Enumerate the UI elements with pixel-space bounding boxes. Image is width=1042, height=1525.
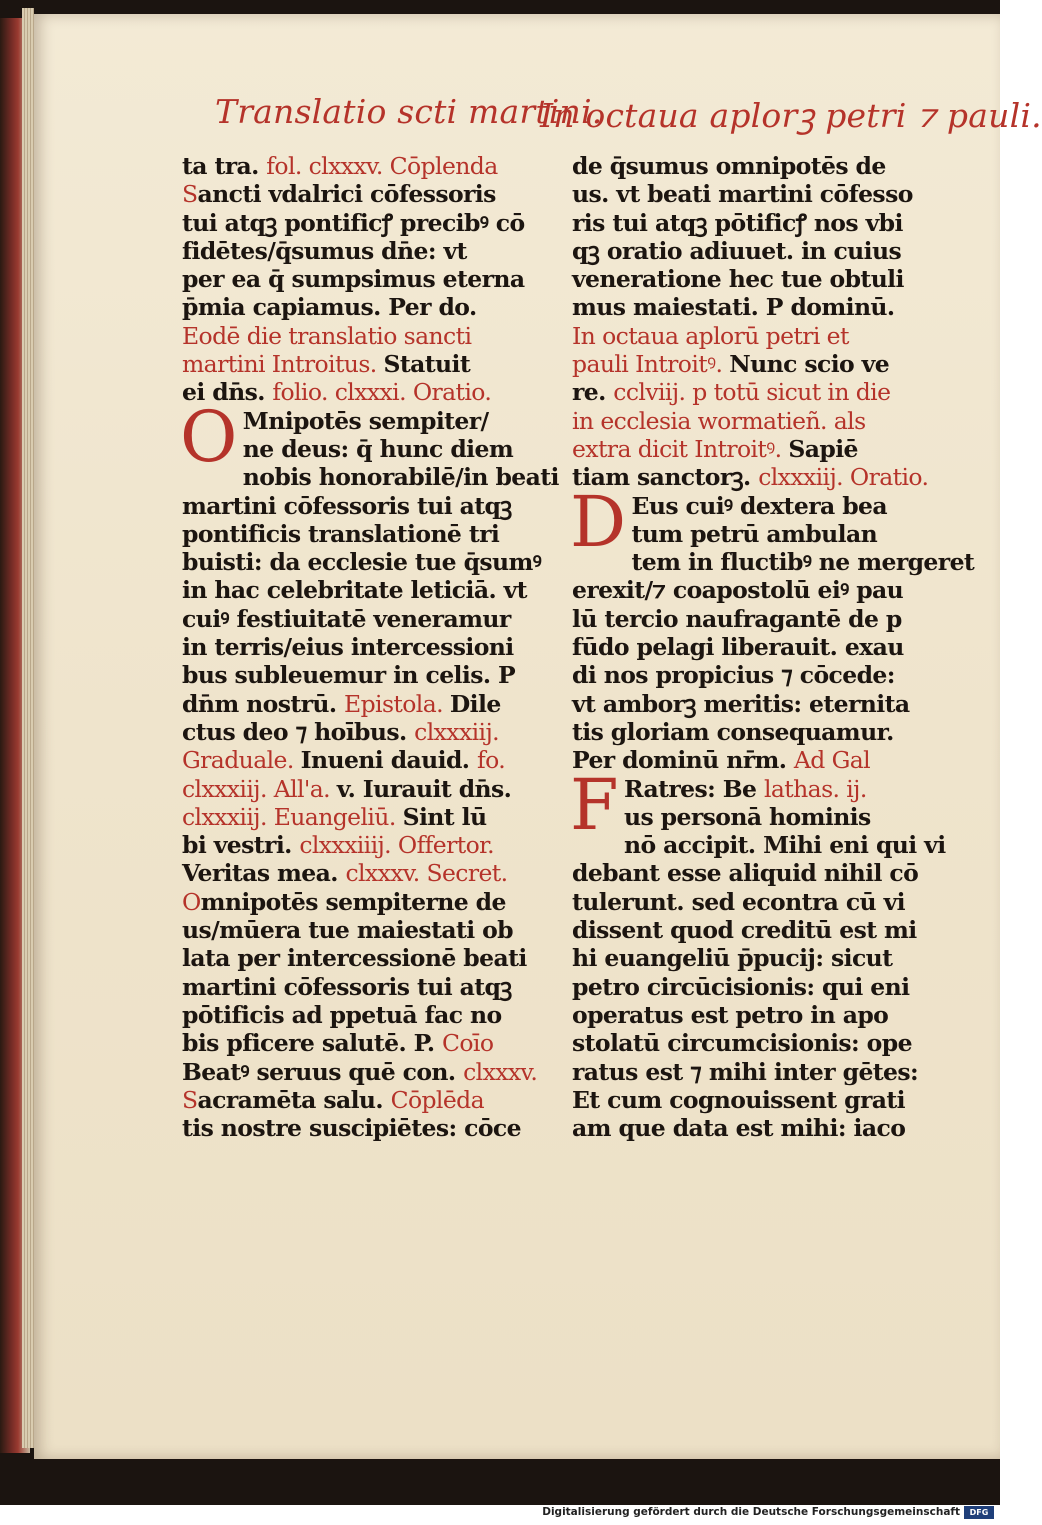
text-line bbox=[182, 690, 527, 718]
body-text: cuiꝰ festiuitatē veneramur bbox=[182, 604, 511, 633]
text-line bbox=[182, 293, 527, 321]
body-text: lata per intercessionē beati bbox=[182, 944, 527, 973]
rubric-text: clxxxv. Secret. bbox=[345, 859, 508, 888]
body-text: dn̄m nostrū. bbox=[182, 689, 345, 718]
body-text: in terris/eius intercessioni bbox=[182, 633, 514, 662]
text-line bbox=[182, 548, 542, 577]
text-line bbox=[572, 746, 917, 774]
text-line bbox=[572, 463, 929, 492]
body-text: per ea q̄ sumpsimus eterna bbox=[182, 265, 525, 294]
text-line bbox=[572, 944, 917, 972]
text-line bbox=[572, 1058, 917, 1086]
body-text: vt amborꝫ meritis: eternita bbox=[572, 689, 910, 718]
text-line bbox=[182, 916, 527, 944]
text-line bbox=[572, 661, 917, 689]
body-text: de q̄sumus omnipotēs de bbox=[572, 152, 886, 180]
text-line bbox=[572, 322, 917, 350]
rubric-text: clxxxiij. Euangeliū. bbox=[182, 802, 403, 831]
text-line bbox=[572, 803, 917, 831]
body-text: Eus cuiꝰ dextera bea bbox=[631, 491, 888, 520]
body-text: fidētes/q̄sumus dn̄e: vt bbox=[182, 236, 467, 265]
text-line bbox=[182, 576, 527, 604]
body-text: acramēta salu. bbox=[197, 1085, 391, 1114]
body-text: bus subleuemur in celis. P bbox=[182, 661, 516, 690]
body-text: pontificis translationē tri bbox=[182, 519, 500, 548]
body-text: dissent quod creditū est mi bbox=[572, 916, 917, 945]
text-line bbox=[572, 350, 917, 378]
text-line bbox=[572, 605, 917, 633]
body-text: Et cum cognouissent grati bbox=[572, 1085, 905, 1114]
body-text: Mnipotēs sempiter/ bbox=[242, 406, 489, 435]
drop-capital: O bbox=[180, 395, 237, 478]
text-line bbox=[182, 237, 527, 265]
text-line bbox=[572, 1029, 917, 1057]
body-text: Sapiē bbox=[788, 434, 858, 463]
body-text: nō accipit. Mihi eni qui vi bbox=[623, 831, 946, 860]
rubric-text: martini Introitus. bbox=[182, 350, 384, 379]
body-text: petro circūcisionis: qui eni bbox=[572, 972, 910, 1001]
body-text: erexit/⁊ coapostolū eiꝰ pau bbox=[572, 576, 904, 605]
text-line bbox=[182, 973, 527, 1001]
rubric-text: cclviij. p totū sicut in die bbox=[613, 378, 891, 407]
body-text: pōtificis ad ppetuā fac no bbox=[182, 1000, 502, 1029]
rubric-text: in ecclesia wormatieñ. als bbox=[572, 406, 866, 435]
text-line bbox=[572, 209, 917, 237]
rubric-text: S bbox=[182, 1085, 198, 1114]
rubric-text: clxxxv. bbox=[463, 1057, 538, 1086]
running-header-left: Translatio scti martini. bbox=[215, 92, 603, 131]
body-text: bis pficere salutē. P. bbox=[182, 1029, 442, 1058]
text-line bbox=[182, 378, 527, 406]
body-text: Beatꝰ seruus quē con. bbox=[182, 1057, 464, 1086]
body-text: Dile bbox=[449, 689, 501, 718]
body-text: tis nostre suscipiētes: cōce bbox=[182, 1114, 521, 1143]
body-text: v. Iurauit dn̄s. bbox=[336, 774, 512, 803]
text-line bbox=[182, 775, 527, 803]
rubric-text: lathas. ij. bbox=[763, 774, 867, 803]
body-text: martini cōfessoris tui atqꝫ bbox=[182, 972, 512, 1001]
body-text: us. vt beati martini cōfesso bbox=[572, 180, 913, 209]
body-text: Statuit bbox=[383, 350, 471, 379]
text-line bbox=[572, 152, 917, 180]
body-text: tis gloriam consequamur. bbox=[572, 717, 894, 746]
dfg-logo: DFG bbox=[964, 1506, 994, 1519]
rubric-text: Eodē die translatio sancti bbox=[182, 321, 472, 350]
rubric-text: O bbox=[182, 887, 201, 916]
text-line bbox=[572, 237, 917, 265]
rubric-text: clxxxiij. bbox=[182, 774, 274, 803]
rubric-text: S bbox=[182, 180, 198, 209]
text-line bbox=[182, 1057, 538, 1086]
text-line bbox=[182, 1029, 527, 1057]
rubric-text: clxxxiij. bbox=[414, 717, 499, 746]
text-line bbox=[182, 746, 527, 774]
text-line bbox=[572, 1086, 917, 1114]
text-line bbox=[572, 265, 917, 293]
rubric-text: fo. bbox=[476, 746, 506, 775]
body-text: ta tra. bbox=[182, 152, 267, 180]
body-text: martini cōfessoris tui atqꝫ bbox=[182, 491, 512, 520]
text-line bbox=[182, 209, 527, 237]
text-line bbox=[572, 718, 917, 746]
text-line bbox=[182, 265, 527, 293]
body-text: mus maiestati. P dominū. bbox=[572, 293, 895, 322]
text-line bbox=[572, 435, 917, 463]
body-text: qꝫ oratio adiuuet. in cuius bbox=[572, 236, 902, 265]
body-text: ei dn̄s. bbox=[182, 378, 273, 407]
text-line bbox=[182, 1114, 527, 1142]
text-line bbox=[182, 859, 527, 887]
body-text: buisti: da ecclesie tue q̄sumꝰ bbox=[182, 548, 542, 577]
body-text: veneratione hec tue obtuli bbox=[572, 265, 904, 294]
body-text: ancti vdalrici cōfessoris bbox=[197, 180, 496, 209]
text-line bbox=[182, 944, 527, 972]
body-text: ris tui atqꝫ pōtificꝭ nos vbi bbox=[572, 208, 903, 237]
body-text: us/mūera tue maiestati ob bbox=[182, 916, 514, 945]
text-line bbox=[182, 633, 527, 661]
text-line bbox=[572, 1001, 917, 1029]
drop-capital: D bbox=[570, 480, 626, 563]
text-line bbox=[572, 180, 917, 208]
body-text: ne deus: q̄ hunc diem bbox=[242, 434, 514, 463]
body-text: us personā hominis bbox=[623, 802, 871, 831]
body-text: hi euangeliū p̄pucij: sicut bbox=[572, 944, 893, 973]
body-text: Nunc scio ve bbox=[729, 350, 890, 379]
text-line bbox=[182, 350, 527, 378]
running-header-right: In octaua aplorꝫ petri ⁊ pauli. bbox=[540, 96, 1042, 135]
rubric-text: clxxxiiij. Offertor. bbox=[299, 831, 495, 860]
body-text: lū tercio naufragantē de p bbox=[572, 604, 902, 633]
text-line bbox=[182, 492, 527, 520]
text-column-left bbox=[180, 152, 559, 1143]
text-line bbox=[572, 407, 917, 435]
body-text: Per dominū nr̄m. bbox=[572, 746, 794, 775]
text-line bbox=[572, 888, 917, 916]
text-line bbox=[572, 1114, 917, 1142]
text-line bbox=[572, 633, 917, 661]
rubric-text: folio. clxxxi. Oratio. bbox=[272, 378, 492, 407]
text-line bbox=[182, 152, 527, 180]
body-text: mnipotēs sempiterne de bbox=[200, 887, 506, 916]
text-line bbox=[182, 1086, 527, 1114]
text-line bbox=[182, 888, 527, 916]
text-column-right bbox=[570, 152, 975, 1143]
body-text: operatus est petro in apo bbox=[572, 1000, 889, 1029]
text-line bbox=[182, 322, 527, 350]
body-text: Sint lū bbox=[402, 802, 487, 831]
text-line bbox=[572, 293, 917, 321]
text-line bbox=[182, 1001, 527, 1029]
rubric-text: fol. clxxxv. Cōplenda bbox=[266, 152, 498, 180]
rubric-text: extra dicit Introitꝰ. bbox=[572, 434, 789, 463]
body-text: stolatū circumcisionis: ope bbox=[572, 1029, 912, 1058]
text-line bbox=[572, 973, 917, 1001]
body-text: tiam sanctorꝫ. bbox=[572, 463, 759, 492]
text-line bbox=[572, 859, 917, 887]
body-text: tulerunt. sed econtra cū vi bbox=[572, 887, 906, 916]
body-text: tui atqꝫ pontificꝭ precibꝰ cō bbox=[182, 208, 525, 237]
drop-capital: F bbox=[570, 763, 618, 846]
text-line bbox=[182, 718, 527, 746]
body-text: tum petrū ambulan bbox=[631, 519, 878, 548]
body-text: debant esse aliquid nihil cō bbox=[572, 859, 919, 888]
rubric-text: Coīo bbox=[442, 1029, 494, 1058]
text-line bbox=[182, 520, 527, 548]
text-line bbox=[182, 803, 527, 831]
rubric-text: All'a. bbox=[273, 774, 337, 803]
page-stack bbox=[22, 8, 34, 1448]
text-line bbox=[572, 576, 917, 604]
rubric-text: pauli Introitꝰ. bbox=[572, 350, 730, 379]
rubric-text: Graduale. bbox=[182, 746, 301, 775]
rubric-text: Cōplēda bbox=[390, 1085, 485, 1114]
body-text: di nos propicius ⁊ cōcede: bbox=[572, 661, 895, 690]
text-line bbox=[572, 690, 917, 718]
body-text: ctus deo ⁊ hoībus. bbox=[182, 717, 415, 746]
text-line bbox=[572, 378, 917, 406]
body-text: p̄mia capiamus. Per do. bbox=[182, 293, 477, 322]
body-text: Inueni dauid. bbox=[300, 746, 477, 775]
rubric-text: Ad Gal bbox=[793, 746, 871, 775]
body-text: tem in fluctibꝰ ne mergeret bbox=[631, 548, 975, 577]
body-text: fūdo pelagi liberauit. exau bbox=[572, 633, 904, 662]
body-text: Ratres: Be bbox=[623, 774, 764, 803]
funding-credit: Digitalisierung gefördert durch die Deutsche Forschungsgemeinschaft bbox=[542, 1506, 960, 1518]
text-line bbox=[182, 661, 527, 689]
text-line bbox=[572, 831, 946, 860]
rubric-text: Epistola. bbox=[344, 689, 450, 718]
rubric-text: In octaua aplorū petri et bbox=[572, 321, 849, 350]
text-line bbox=[182, 831, 527, 859]
text-line bbox=[182, 180, 527, 208]
body-text: nobis honorabilē/in beati bbox=[242, 463, 559, 492]
body-text: bi vestri. bbox=[182, 831, 300, 860]
text-line bbox=[182, 605, 527, 633]
body-text: Veritas mea. bbox=[182, 859, 346, 888]
body-text: in hac celebritate leticiā. vt bbox=[182, 576, 527, 605]
rubric-text: clxxxiij. Oratio. bbox=[758, 463, 929, 492]
body-text: re. bbox=[572, 378, 614, 407]
text-line bbox=[572, 916, 917, 944]
body-text: am que data est mihi: iaco bbox=[572, 1114, 906, 1143]
body-text: ratus est ⁊ mihi inter gētes: bbox=[572, 1057, 919, 1086]
